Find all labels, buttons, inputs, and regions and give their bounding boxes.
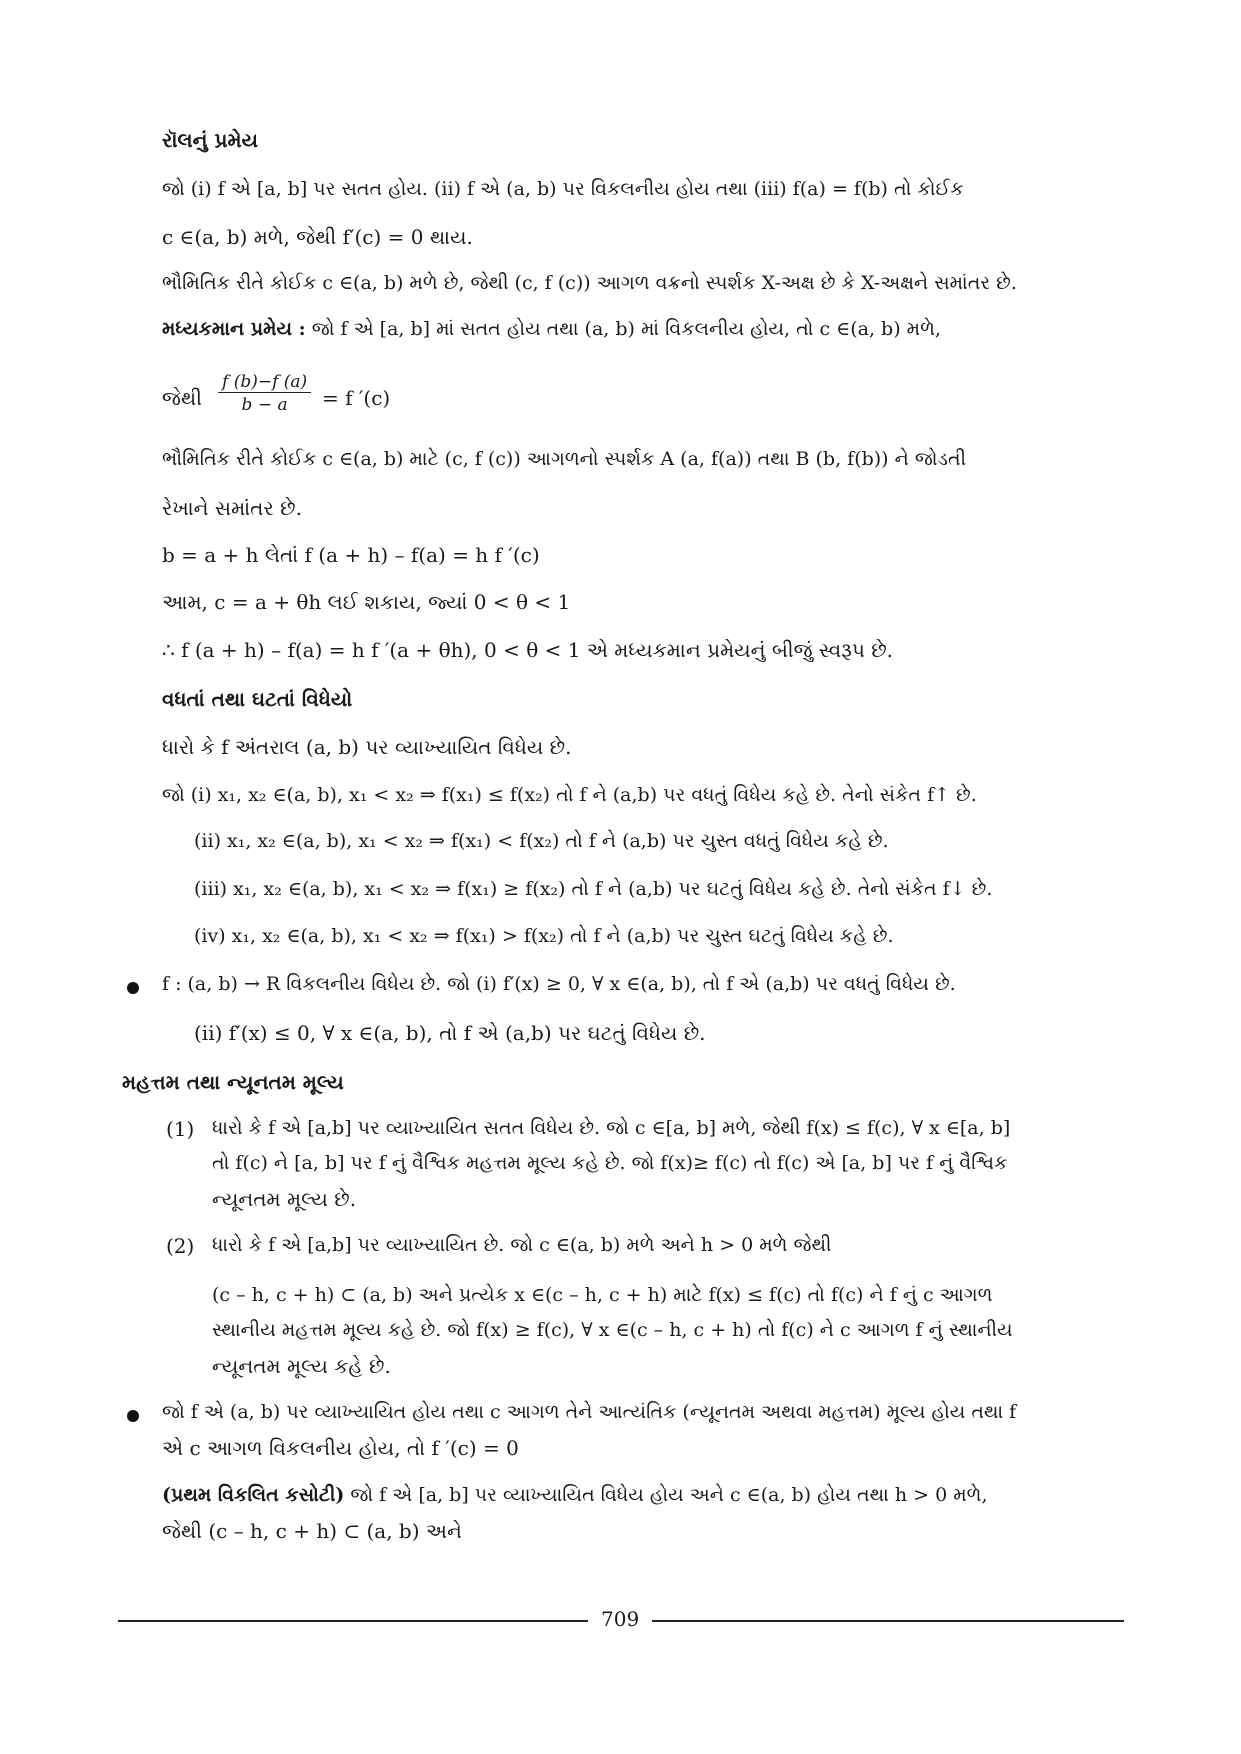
mvt-fraction-denominator: b − a: [241, 395, 288, 415]
extremum-line-b: એ c આગળ વિકલનીય હોય, તો f ′(c) = 0: [162, 1436, 519, 1460]
max-item-2-line-c: સ્થાનીય મહત્તમ મૂલ્ય કહે છે. જો f(x) ≥ f(c), ∀ x ∈(c – h, c + h) તો f(c) ને c આગળ f નું સ્થાનીય: [212, 1319, 1013, 1341]
first-test-label: (પ્રથમ વિકલિત કસોટી): [162, 1484, 345, 1506]
derivative-test-ii: (ii) f′(x) ≤ 0, ∀ x ∈(a, b), તો f એ (a,b) પર ઘટતું વિધેય છે.: [194, 1021, 706, 1045]
rolle-line-1: જો (i) f એ [a, b] પર સતત હોય. (ii) f એ (a, b) પર વિકલનીય હોય તથા (iii) f(a) = f(b) તો કોઈક: [162, 178, 964, 200]
footer-rule-left: [118, 1620, 588, 1622]
max-item-2-line-d: ન્યૂનતમ મૂલ્ય કહે છે.: [212, 1354, 391, 1378]
first-test-statement: જો f એ [a, b] પર વ્યાખ્યાયિત વિધેય હોય અને c ∈(a, b) હોય તથા h > 0 મળે,: [350, 1484, 988, 1506]
rolle-heading: રૉલનું પ્રમેય: [162, 128, 258, 152]
max-item-2-number: (2): [166, 1234, 195, 1258]
increasing-heading: વધતાં તથા ઘટતાં વિધેયો: [162, 687, 353, 711]
max-item-2-line-b: (c – h, c + h) ⊂ (a, b) અને પ્રત્યેક x ∈(c – h, c + h) માટે f(x) ≤ f(c) તો f(c) ને f નું c આગળ: [212, 1284, 993, 1306]
bullet-icon: [127, 982, 139, 994]
increasing-intro: ધારો કે f અંતરાલ (a, b) પર વ્યાખ્યાયિત વિધેય છે.: [162, 735, 572, 759]
mvt-frac-suffix: = f ′(c): [322, 386, 391, 410]
page-number: 709: [601, 1607, 640, 1631]
derivative-test-i: f : (a, b) → R વિકલનીય વિધેય છે. જો (i) f′(x) ≥ 0, ∀ x ∈(a, b), તો f એ (a,b) પર વધતું વિધેય છે.: [162, 973, 956, 995]
mvt-fraction: [218, 372, 311, 415]
mvt-geometric-2: રેખાને સમાંતર છે.: [162, 496, 302, 520]
footer-rule-right: [652, 1620, 1124, 1622]
bullet-icon: [127, 1410, 139, 1422]
mvt-frac-prefix: જેથી: [162, 386, 202, 410]
mvt-heading: મધ્યકમાન પ્રમેય :: [162, 318, 306, 340]
max-item-2-line-a: ધારો કે f એ [a,b] પર વ્યાખ્યાયિત છે. જો c ∈(a, b) મળે અને h > 0 મળે જેથી: [212, 1234, 832, 1256]
first-test-line-a: [162, 1484, 988, 1507]
mvt-second-form: ∴ f (a + h) – f(a) = h f ′(a + θh), 0 < θ < 1 એ મધ્યકમાન પ્રમેયનું બીજું સ્વરૂપ છે.: [162, 638, 894, 662]
mvt-line-1: [162, 318, 941, 341]
max-item-1-line-b: તો f(c) ને [a, b] પર f નું વૈશ્વિક મહત્તમ મૂલ્ય કહે છે. જો f(x)≥ f(c) તો f(c) એ [a, b] પર f નું વૈશ્વિક: [212, 1152, 1008, 1174]
increasing-ii: (ii) x₁, x₂ ∈(a, b), x₁ < x₂ ⇒ f(x₁) < f(x₂) તો f ને (a,b) પર ચુસ્ત વધતું વિધેય કહે છે.: [194, 830, 889, 852]
mvt-geometric-1: ભૌમિતિક રીતે કોઈક c ∈(a, b) માટે (c, f (c)) આગળનો સ્પર્શક A (a, f(a)) તથા B (b, f(b)) ને જોડતી: [162, 448, 967, 470]
increasing-iv: (iv) x₁, x₂ ∈(a, b), x₁ < x₂ ⇒ f(x₁) > f(x₂) તો f ને (a,b) પર ચુસ્ત ઘટતું વિધેય કહે છે.: [194, 925, 894, 947]
extremum-line-a: જો f એ (a, b) પર વ્યાખ્યાયિત હોય તથા c આગળ તેને આત્યંતિક (ન્યૂનતમ અથવા મહત્તમ) મૂલ્ય હોય તથા f: [162, 1401, 1017, 1423]
rolle-line-2: c ∈(a, b) મળે, જેથી f′(c) = 0 થાય.: [162, 225, 473, 249]
first-test-line-b: જેથી (c – h, c + h) ⊂ (a, b) અને: [162, 1519, 462, 1543]
mvt-b-substitution: b = a + h લેતાં f (a + h) – f(a) = h f ′(c): [162, 543, 540, 567]
max-item-1-number: (1): [166, 1117, 195, 1141]
mvt-theta: આમ, c = a + θh લઈ શકાય, જ્યાં 0 < θ < 1: [162, 590, 571, 614]
increasing-iii: (iii) x₁, x₂ ∈(a, b), x₁ < x₂ ⇒ f(x₁) ≥ f(x₂) તો f ને (a,b) પર ઘટતું વિધેય કહે છે. તેનો સંકેત f↓ છે.: [194, 878, 993, 900]
mvt-statement: જો f એ [a, b] માં સતત હોય તથા (a, b) માં વિકલનીય હોય, તો c ∈(a, b) મળે,: [311, 318, 941, 340]
increasing-i: જો (i) x₁, x₂ ∈(a, b), x₁ < x₂ ⇒ f(x₁) ≤ f(x₂) તો f ને (a,b) પર વધતું વિધેય કહે છે. તેનો સંકેત f↑ છે.: [162, 784, 977, 806]
max-item-1-line-a: ધારો કે f એ [a,b] પર વ્યાખ્યાયિત સતત વિધેય છે. જો c ∈[a, b] મળે, જેથી f(x) ≤ f(c), ∀ x ∈[a, b]: [212, 1117, 1011, 1139]
mvt-fraction-numerator: f (b)−f (a): [218, 372, 311, 393]
max-item-1-line-c: ન્યૂનતમ મૂલ્ય છે.: [212, 1187, 357, 1211]
max-min-heading: મહત્તમ તથા ન્યૂનતમ મૂલ્ય: [122, 1070, 344, 1094]
rolle-geometric: ભૌમિતિક રીતે કોઈક c ∈(a, b) મળે છે, જેથી (c, f (c)) આગળ વક્રનો સ્પર્શક X-અક્ષ છે કે X-અક્ષને સમાંતર છે.: [162, 272, 1017, 294]
